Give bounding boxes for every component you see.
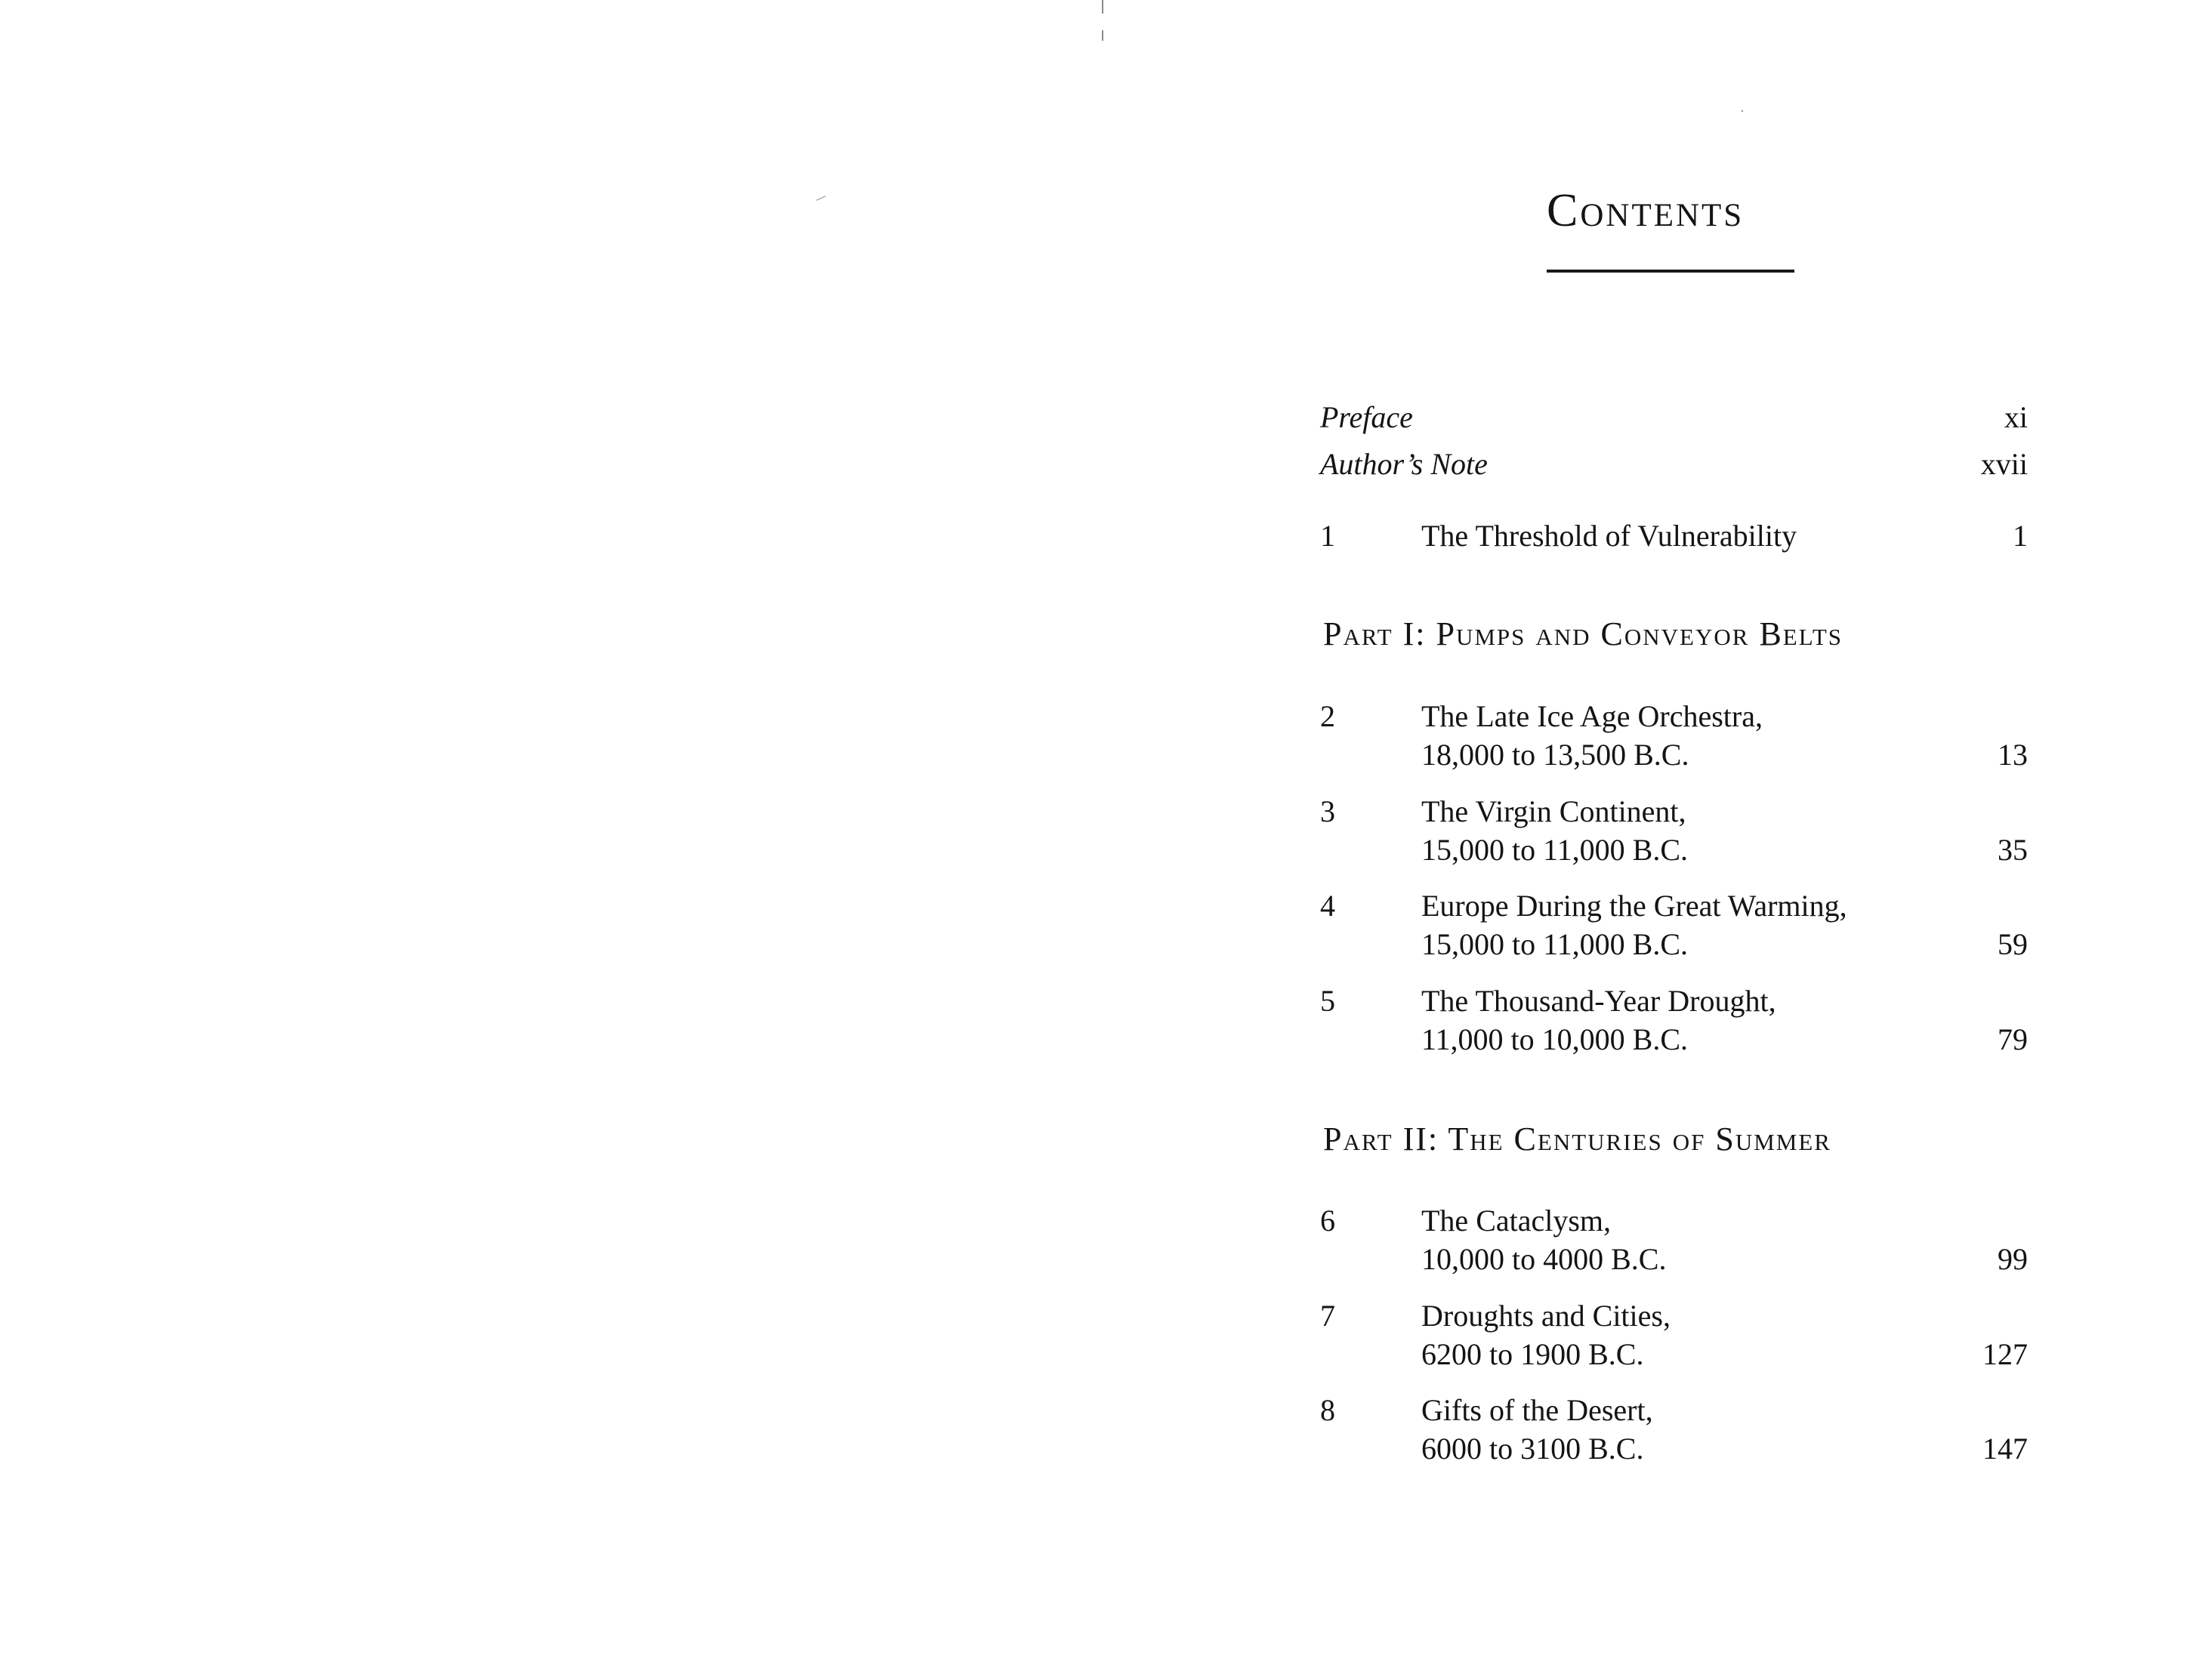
era-label: B.C. [1632,1022,1688,1056]
entry-page: 13 [1998,738,2028,772]
chapter-number: 3 [1320,794,1335,828]
chapter-title: The Cataclysm, [1421,1204,1612,1238]
era-label: B.C. [1588,1337,1644,1371]
chapter-dates: 15,000 to 11,000 B.C. [1421,927,1688,961]
toc-entry-preface[interactable] [1320,402,2028,440]
toc-entry-chapter-2[interactable] [1320,699,2028,772]
chapter-number: 8 [1320,1393,1335,1427]
entry-page: xvii [1980,447,2028,481]
toc-entry-chapter-4[interactable] [1320,891,2028,959]
chapter-number: 5 [1320,984,1335,1018]
chapter-title: Droughts and Cities, [1421,1299,1671,1333]
toc-entry-chapter-8[interactable] [1320,1393,2028,1466]
entry-page: 59 [1998,927,2028,961]
chapter-dates: 6200 to 1900 B.C. [1421,1337,1644,1371]
scan-speck [1102,30,1103,41]
chapter-number: 2 [1320,699,1335,733]
toc-entry-chapter-7[interactable] [1320,1301,2028,1369]
entry-title: Author’s Note [1320,447,1488,481]
chapter-number: 6 [1320,1204,1335,1238]
chapter-number: 7 [1320,1299,1335,1333]
chapter-number: 1 [1320,519,1335,553]
entry-page: 99 [1998,1242,2028,1276]
entry-title: Preface [1320,400,1413,434]
page-title: Contents [1547,185,1745,236]
era-label: B.C. [1611,1242,1667,1276]
entry-page: 79 [1998,1022,2028,1056]
entry-page: 1 [2013,519,2028,553]
chapter-title: The Thousand-Year Drought, [1421,984,1776,1018]
chapter-title: Europe During the Great Warming, [1421,889,1847,923]
scan-speck [816,196,825,201]
era-label: B.C. [1634,738,1689,772]
title-underline [1547,270,1794,273]
chapter-dates: 18,000 to 13,500 B.C. [1421,738,1689,772]
part-heading-1: Part I: Pumps and Conveyor Belts [1323,615,1843,652]
entry-page: 35 [1998,833,2028,867]
scan-speck [1102,0,1103,14]
chapter-title: The Threshold of Vulnerability [1421,519,1797,553]
left-page-blank [0,0,1104,1680]
toc-entry-chapter-3[interactable] [1320,794,2028,867]
toc-entry-chapter-5[interactable] [1320,986,2028,1054]
chapter-dates: 11,000 to 10,000 B.C. [1421,1022,1688,1056]
era-label: B.C. [1632,833,1688,867]
entry-page: xi [2004,400,2028,434]
toc-entry-chapter-6[interactable] [1320,1206,2028,1274]
entry-page: 127 [1982,1337,2028,1371]
chapter-title: The Virgin Continent, [1421,794,1686,828]
era-label: B.C. [1588,1432,1644,1466]
toc-entry-authors-note[interactable] [1320,449,2028,487]
part-heading-2: Part II: The Centuries of Summer [1323,1121,1831,1158]
chapter-dates: 6000 to 3100 B.C. [1421,1432,1644,1466]
chapter-dates: 15,000 to 11,000 B.C. [1421,833,1688,867]
chapter-title: Gifts of the Desert, [1421,1393,1653,1427]
scan-speck [1742,110,1743,112]
entry-page: 147 [1982,1432,2028,1466]
chapter-dates: 10,000 to 4000 B.C. [1421,1242,1667,1276]
chapter-title: The Late Ice Age Orchestra, [1421,699,1763,733]
toc-entry-chapter-1[interactable] [1320,521,2028,559]
chapter-number: 4 [1320,889,1335,923]
era-label: B.C. [1632,927,1688,961]
